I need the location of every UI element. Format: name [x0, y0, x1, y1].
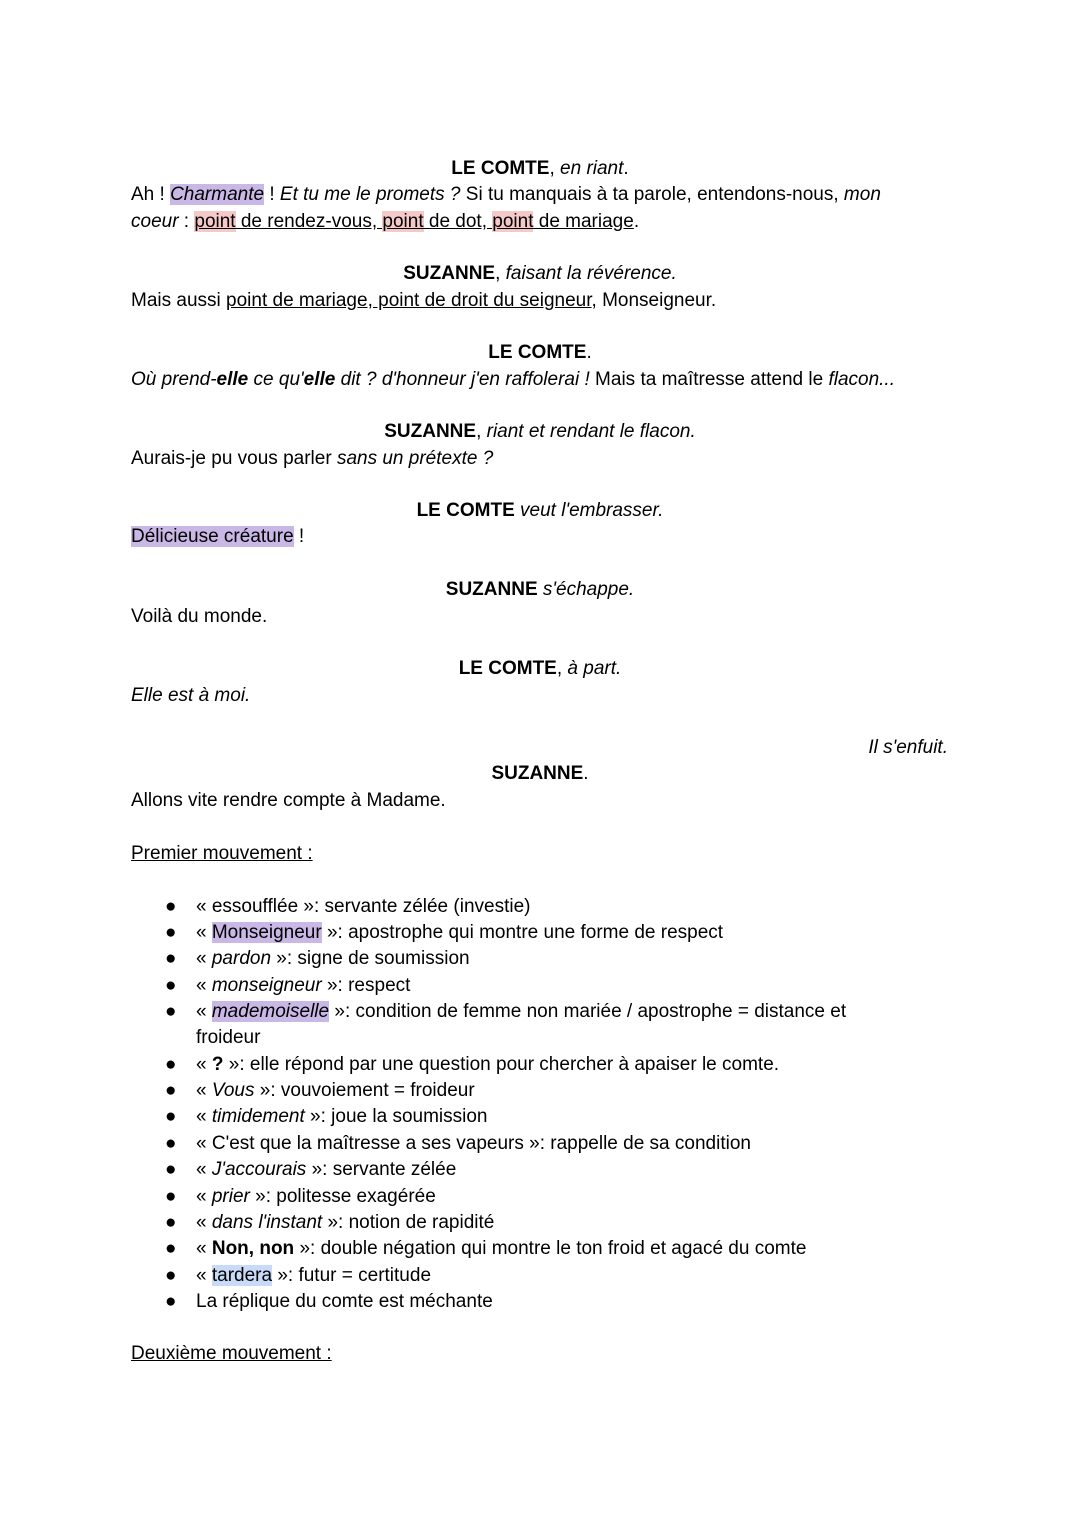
bullet-icon: ● — [165, 1212, 177, 1233]
bullet-icon: ● — [165, 1159, 177, 1180]
replique-line: Allons vite rendre compte à Madame. — [131, 790, 446, 811]
stage-direction-comte-en-riant: LE COMTE, en riant. — [451, 158, 629, 179]
stage-direction-comte: LE COMTE. — [488, 342, 592, 363]
highlighted-word: point — [492, 211, 534, 232]
speaker: SUZANNE — [384, 421, 477, 442]
highlighted-phrase: Délicieuse créature — [131, 526, 294, 547]
replique-line: Elle est à moi. — [131, 685, 251, 706]
replique-line: coeur : point de rendez-vous, point de dot, point de mariage. — [131, 211, 640, 232]
document-page: LE COMTE, en riant. Ah ! Charmante ! Et tu me le promets ? Si tu manquais à ta parole, entendons-nous, mon coeur : point de rendez-vous, point de dot, point de mariage. SUZANNE, faisant la révérence. Mais aussi point de mariage, point de droit du seigneur, Monseigneur. LE COMTE. Où prend-elle ce qu'elle dit ? d'honneur j'en raffolerai ! Mais ta maîtresse attend le flacon... SUZANNE, riant et rendant le flacon. Aurais-je pu vous parler sans un prétexte ? LE COMTE veut l'embrasser. Délicieuse créature ! SUZANNE s'échappe. Voilà du monde. LE COMTE, à part. Elle est à moi. Il s'enfuit. SUZANNE. Allons vite rendre compte à Madame. Premier mouvement : ● « essoufflée »: servante zélée (investie) ● « Monseigneur »: apostrophe qui montre une forme de respect ● « pardon »: signe de soumission ● « monseigneur »: respect ● « mademoiselle »: condition de femme non mariée / apostrophe = distance et froideur ● « ? »: elle répond par une question pour chercher à apaiser le comte. ● « Vous »: vouvoiement = froideur ● « timidement »: joue la soumission ● « C'est que la maîtresse a ses vapeurs »: rappelle de sa condition ● « J'accourais »: servante zélée ● « prier »: politesse exagérée ● « dans l'instant »: notion de rapidité ● « Non, non »: double négation qui montre le ton froid et agacé du comte ● « tardera »: futur = certitude ● La réplique du comte est méchante Deuxième mouvement : — [0, 0, 1080, 1525]
highlighted-word: Charmante — [170, 184, 265, 205]
bullet-icon: ● — [165, 1265, 177, 1286]
highlighted-word: point — [382, 211, 424, 232]
stage-direction-suzanne: SUZANNE. — [491, 763, 589, 784]
stage-direction-il-senfuit: Il s'enfuit. — [868, 737, 948, 758]
bullet-icon: ● — [165, 1080, 177, 1101]
highlighted-word: tardera — [211, 1265, 273, 1286]
speaker: LE COMTE — [488, 342, 587, 363]
highlighted-word: point — [194, 211, 236, 232]
replique-line: Voilà du monde. — [131, 606, 268, 627]
replique-line: Où prend-elle ce qu'elle dit ? d'honneur j'en raffolerai ! Mais ta maîtresse attend le flacon... — [131, 369, 895, 390]
highlighted-word: Monseigneur — [211, 922, 322, 943]
speaker: SUZANNE — [445, 579, 538, 600]
bullet-icon: ● — [165, 1133, 177, 1154]
stage-direction-suzanne-riant: SUZANNE, riant et rendant le flacon. — [384, 421, 696, 442]
speaker: SUZANNE — [491, 763, 584, 784]
replique-line: Mais aussi point de mariage, point de droit du seigneur, Monseigneur. — [131, 290, 717, 311]
bullet-icon: ● — [165, 1054, 177, 1075]
bullet-icon: ● — [165, 948, 177, 969]
stage-direction-comte-embrasser: LE COMTE veut l'embrasser. — [416, 500, 664, 521]
replique-line: Délicieuse créature ! — [131, 526, 305, 547]
stage-direction-comte-a-part: LE COMTE, à part. — [458, 658, 622, 679]
bullet-icon: ● — [165, 1186, 177, 1207]
bullet-icon: ● — [165, 896, 177, 917]
bullet-icon: ● — [165, 1238, 177, 1259]
section-heading-premier-mouvement: Premier mouvement : — [131, 843, 313, 864]
speaker: LE COMTE — [451, 158, 550, 179]
bullet-icon: ● — [165, 1001, 177, 1022]
underlined-phrase: point de mariage, point de droit du seigneur — [226, 290, 592, 311]
bullet-icon: ● — [165, 975, 177, 996]
bullet-icon: ● — [165, 922, 177, 943]
stage-direction-suzanne-echappe: SUZANNE s'échappe. — [445, 579, 635, 600]
highlighted-word: mademoiselle — [211, 1001, 330, 1022]
section-heading-deuxieme-mouvement: Deuxième mouvement : — [131, 1343, 332, 1364]
replique-line: Aurais-je pu vous parler sans un prétexte ? — [131, 448, 494, 469]
replique-line: Ah ! Charmante ! Et tu me le promets ? Si tu manquais à ta parole, entendons-nous, mon — [131, 184, 881, 205]
speaker: SUZANNE — [403, 263, 496, 284]
speaker: LE COMTE — [458, 658, 557, 679]
speaker: LE COMTE — [416, 500, 515, 521]
stage-direction-suzanne-reverence: SUZANNE, faisant la révérence. — [403, 263, 677, 284]
bullet-icon: ● — [165, 1106, 177, 1127]
bullet-icon: ● — [165, 1291, 177, 1312]
